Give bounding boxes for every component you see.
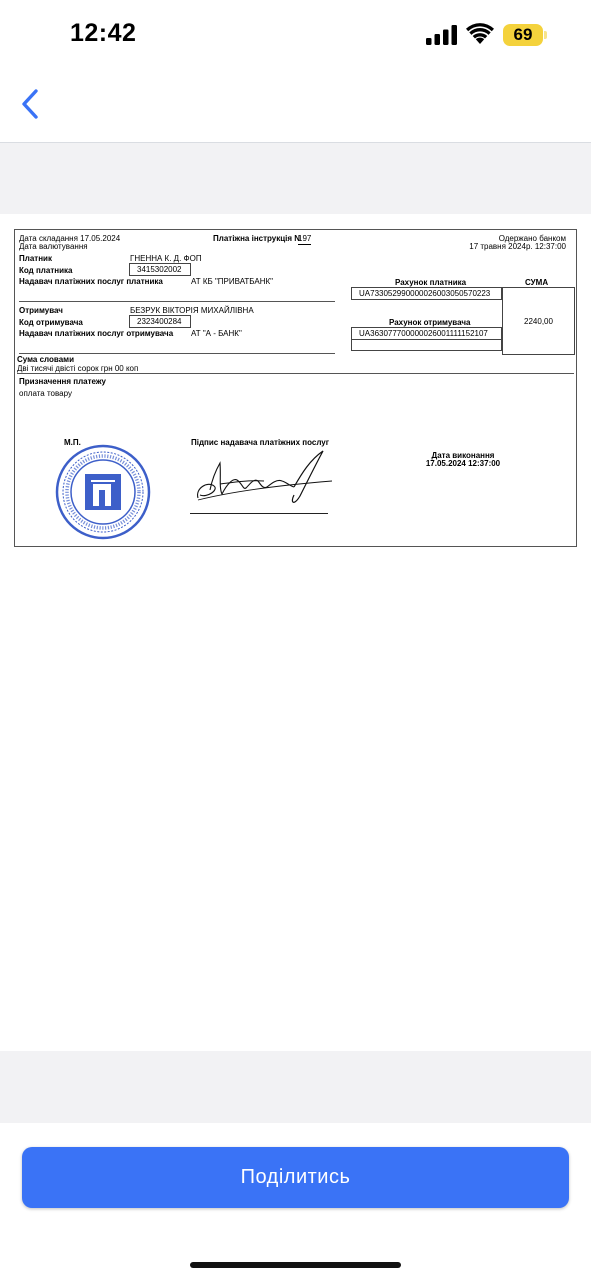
home-indicator[interactable]: [190, 1262, 401, 1268]
payer-divider: [19, 301, 335, 302]
nav-bar: [0, 70, 591, 143]
mp-label: М.П.: [64, 438, 81, 447]
recipient-account-label: Рахунок отримувача: [389, 318, 471, 327]
payer-code-label: Код платника: [19, 266, 73, 275]
battery-level: 69: [503, 24, 543, 46]
recipient-account: UA363077700000026001111152107: [351, 327, 502, 340]
share-button[interactable]: Поділитись: [22, 1147, 569, 1208]
battery-cap: [544, 31, 547, 39]
execution-label: Дата виконання: [431, 451, 495, 460]
purpose-label: Призначення платежу: [19, 377, 107, 386]
payer-code: 3415302002: [129, 263, 191, 276]
received-datetime: 17 травня 2024р. 12:37:00: [469, 242, 566, 251]
recipient-code-label: Код отримувача: [19, 318, 83, 327]
payer-name: ГНЕННА К. Д. ФОП: [130, 254, 202, 263]
recipient-divider: [19, 353, 335, 354]
signature-line: [190, 513, 328, 514]
sum-words-label: Сума словами: [17, 355, 75, 364]
battery-indicator: [503, 24, 548, 46]
received-by-bank: Одержано банком: [498, 234, 566, 243]
date-valuation: Дата валютування: [19, 242, 88, 251]
execution-datetime: 17.05.2024 12:37:00: [425, 459, 501, 468]
recipient-provider: АТ "А - БАНК": [191, 329, 242, 338]
payment-document: [14, 229, 577, 547]
purpose: оплата товару: [19, 389, 72, 398]
sum-label: СУМА: [525, 278, 549, 287]
recipient-label: Отримувач: [19, 306, 63, 315]
sum-value: 2240,00: [502, 287, 575, 355]
status-time: 12:42: [70, 19, 137, 47]
recipient-provider-label: Надавач платіжних послуг отримувача: [19, 329, 174, 338]
recipient-code: 2323400284: [129, 315, 191, 328]
instruction-label: Платіжна інструкція N: [213, 234, 301, 243]
payer-provider-label: Надавач платіжних послуг платника: [19, 277, 163, 286]
status-bar: [0, 0, 591, 70]
payer-account: UA733052990000026003050570223: [351, 287, 502, 300]
payer-provider: АТ КБ "ПРИВАТБАНК": [191, 277, 273, 286]
wifi-icon: [466, 23, 494, 45]
date-created: Дата складання 17.05.2024: [19, 234, 121, 243]
signature-label: Підпис надавача платіжних послуг: [191, 438, 330, 447]
document-bottom-background: [0, 1051, 591, 1123]
back-button[interactable]: [14, 86, 48, 122]
signature-image: [190, 448, 335, 508]
sum-words-divider: [17, 373, 574, 374]
cellular-signal-icon: [426, 25, 458, 45]
sum-words: Дві тисячі двісті сорок грн 00 коп: [17, 364, 139, 373]
chevron-left-icon: [14, 86, 48, 122]
recipient-account-extra: [351, 339, 502, 351]
instruction-number: 197: [298, 234, 312, 243]
payer-account-label: Рахунок платника: [395, 278, 467, 287]
recipient-name: БЕЗРУК ВІКТОРІЯ МИХАЙЛІВНА: [130, 306, 254, 315]
bank-stamp-icon: [55, 444, 151, 540]
document-top-background: [0, 143, 591, 214]
payer-label: Платник: [19, 254, 52, 263]
